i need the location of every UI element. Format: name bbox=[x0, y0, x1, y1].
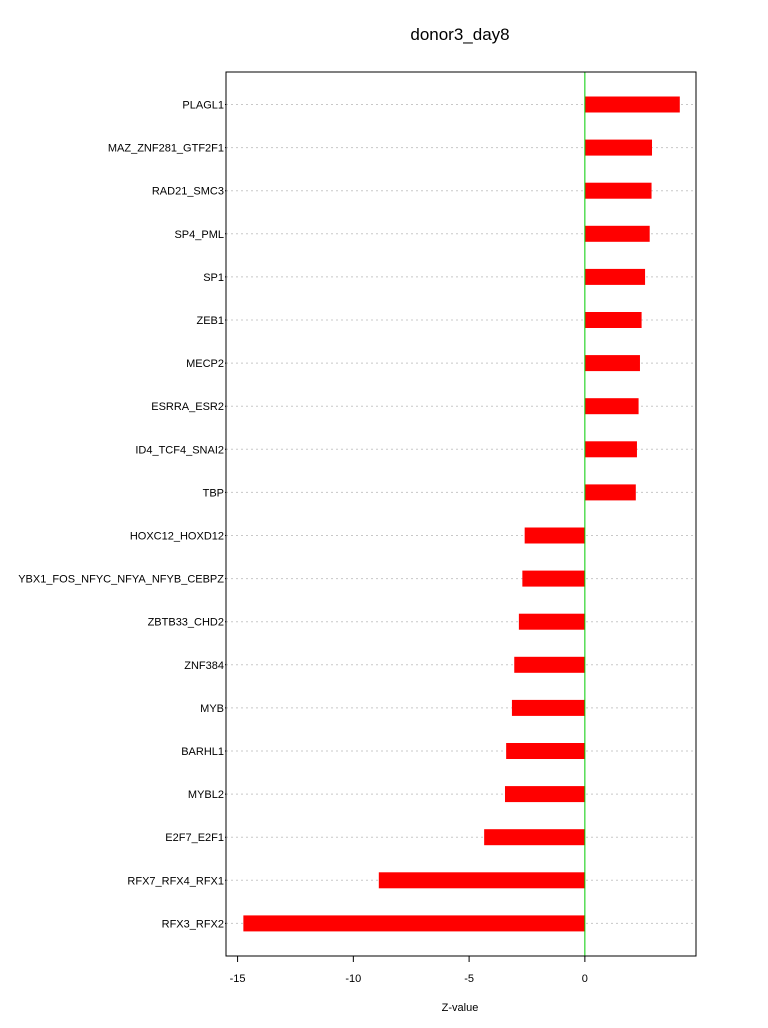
bar-e2f7-e2f1 bbox=[484, 829, 585, 845]
category-label-mybl2: MYBL2 bbox=[187, 789, 224, 802]
category-label-zbtb33-chd2: ZBTB33_CHD2 bbox=[147, 616, 224, 629]
bar-mecp2 bbox=[585, 355, 640, 371]
x-tick-label-0: 0 bbox=[581, 973, 588, 985]
category-label-hoxc12-hoxd12: HOXC12_HOXD12 bbox=[129, 530, 224, 543]
bar-plagl1 bbox=[585, 97, 680, 113]
category-label-sp4-pml: SP4_PML bbox=[174, 228, 224, 241]
bar-maz-znf281-gtf2f1 bbox=[585, 140, 652, 156]
x-axis-title: Z-value bbox=[441, 1002, 479, 1014]
category-label-id4-tcf4-snai2: ID4_TCF4_SNAI2 bbox=[135, 444, 224, 457]
category-label-e2f7-e2f1: E2F7_E2F1 bbox=[165, 832, 224, 845]
bar-tbp bbox=[585, 484, 636, 500]
x-tick-label-neg5: -5 bbox=[464, 973, 474, 985]
x-tick-label-neg10: -10 bbox=[345, 973, 362, 985]
category-label-plagl1: PLAGL1 bbox=[182, 99, 224, 112]
bars bbox=[243, 97, 679, 932]
bar-hoxc12-hoxd12 bbox=[525, 528, 585, 544]
bar-rfx3-rfx2 bbox=[243, 915, 585, 931]
bar-zeb1 bbox=[585, 312, 642, 328]
category-labels bbox=[18, 100, 226, 931]
category-label-rad21-smc3: RAD21_SMC3 bbox=[151, 185, 224, 198]
bar-rfx7-rfx4-rfx1 bbox=[379, 872, 585, 888]
bar-sp4-pml bbox=[585, 226, 650, 242]
category-label-rfx7-rfx4-rfx1: RFX7_RFX4_RFX1 bbox=[127, 875, 224, 888]
bar-myb bbox=[512, 700, 585, 716]
bar-esrra-esr2 bbox=[585, 398, 639, 414]
x-axis bbox=[230, 956, 588, 985]
bar-sp1 bbox=[585, 269, 645, 285]
bar-znf384 bbox=[514, 657, 585, 673]
category-label-mecp2: MECP2 bbox=[186, 358, 224, 371]
plot-frame bbox=[226, 72, 696, 956]
category-label-ybx1-fos-nfyc-nfya-nfyb-cebpz: YBX1_FOS_NFYC_NFYA_NFYB_CEBPZ bbox=[18, 573, 224, 586]
category-label-barhl1: BARHL1 bbox=[181, 746, 224, 758]
chart-title: donor3_day8 bbox=[410, 25, 510, 44]
bar-ybx1-fos-nfyc-nfya-nfyb-cebpz bbox=[522, 571, 585, 587]
category-label-tbp: TBP bbox=[202, 487, 224, 500]
bar-id4-tcf4-snai2 bbox=[585, 441, 637, 457]
bar-mybl2 bbox=[505, 786, 585, 802]
category-label-znf384: ZNF384 bbox=[184, 659, 224, 672]
bar-zbtb33-chd2 bbox=[519, 614, 585, 630]
category-label-esrra-esr2: ESRRA_ESR2 bbox=[151, 401, 224, 414]
category-label-maz-znf281-gtf2f1: MAZ_ZNF281_GTF2F1 bbox=[107, 142, 224, 155]
bar-barhl1 bbox=[506, 743, 585, 759]
x-tick-label-neg15: -15 bbox=[229, 973, 246, 985]
category-label-rfx3-rfx2: RFX3_RFX2 bbox=[161, 918, 224, 931]
category-label-zeb1: ZEB1 bbox=[196, 315, 224, 327]
category-label-myb: MYB bbox=[200, 702, 224, 715]
category-label-sp1: SP1 bbox=[203, 271, 224, 284]
bar-rad21-smc3 bbox=[585, 183, 652, 199]
